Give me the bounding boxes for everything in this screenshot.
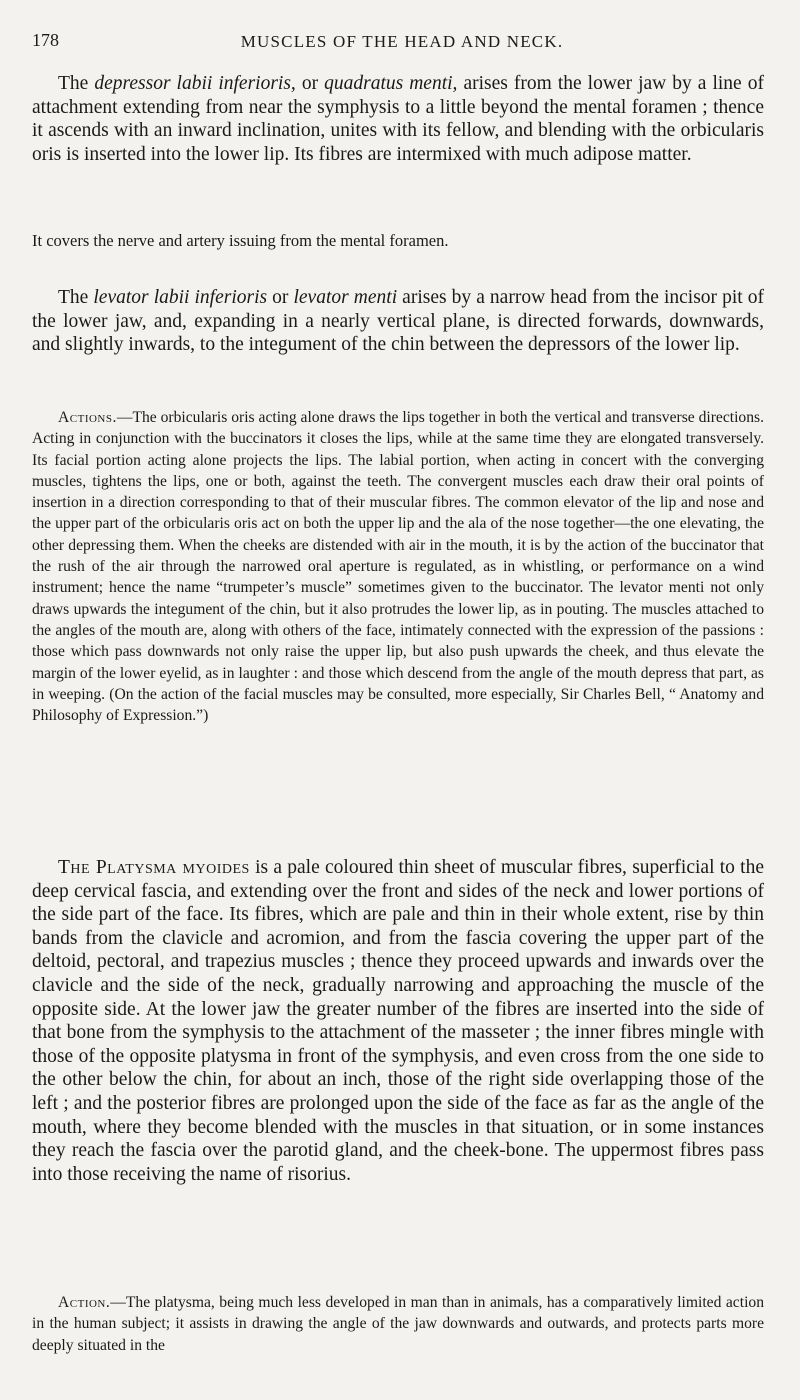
paragraph-platysma-action: [32, 1292, 764, 1356]
p3-text-1: The: [58, 287, 94, 308]
action-heading: Action.: [58, 1294, 111, 1311]
p1-italic-1: depressor labii inferioris,: [94, 73, 296, 94]
p3-text-2: or: [267, 287, 294, 308]
paragraph-depressor-labii: [32, 72, 764, 166]
p1-text-3: arises from the lower jaw by a line of attachment extending from near the symphysis to a little beyond the mental foramen ; thence it ascends with an inward inclination, unites with its fellow, and blending with the orbicularis oris is inserted into the lower lip. Its fibres are intermixed with much adipose matter.: [32, 73, 764, 165]
paragraph-platysma: [32, 856, 764, 1186]
p2-text: It covers the nerve and artery issuing from the mental foramen.: [32, 231, 449, 250]
p1-text-1: The: [58, 73, 95, 94]
platysma-heading: The Platysma myoides: [58, 857, 250, 878]
running-head: MUSCLES OF THE HEAD AND NECK.: [240, 32, 564, 51]
p3-text-3: arises by a narrow head from the incisor pit of the lower jaw, and, expanding in a nearly vertical plane, is directed forwards, downwards, and slightly inwards, to the integument of the chin between the depressors of the lower lip.: [32, 287, 764, 356]
actions-heading: Actions.: [58, 409, 117, 426]
paragraph-actions: [32, 407, 764, 726]
page-number: 178: [32, 30, 59, 50]
paragraph-nerve-artery: [32, 230, 764, 252]
page-header: [32, 30, 772, 60]
action-text: —The platysma, being much less developed in man than in animals, has a comparatively limited action in the human subject; it assists in drawing the angle of the jaw downwards and outwards, and protects parts more deeply situated in the: [32, 1294, 764, 1354]
p3-italic-2: levator menti: [293, 287, 398, 308]
paragraph-levator-labii: [32, 286, 764, 357]
p1-text-2: or: [295, 73, 325, 94]
p3-italic-1: levator labii inferioris: [93, 287, 268, 308]
platysma-text: is a pale coloured thin sheet of muscular fibres, superficial to the deep cervical fascia, and extending over the front and sides of the neck and lower portions of the side part of the face. Its fibres, which are pale and thin in their whole extent, rise by thin bands from the clavicle and acromion, and from the fascia covering the upper part of the deltoid, pectoral, and trapezius muscles ; thence they proceed upwards and inwards over the clavicle and the side of the neck, gradually narrowing and approaching the muscle of the opposite side. At the lower jaw the greater number of the fibres are inserted into the side of that bone from the symphysis to the attachment of the masseter ; the inner fibres mingle with those of the opposite platysma in front of the symphysis, and even cross from the one side to the other below the chin, for about an inch, those of the right side overlapping those of the left ; and the posterior fibres are prolonged upon the side of the face as far as the angle of the mouth, where they become blended with the muscles in that situation, or in some instances they reach the fascia over the parotid gland, and the cheek-bone. The uppermost fibres pass into those receiving the name of risorius.: [32, 857, 764, 1185]
p1-italic-2: quadratus menti,: [324, 73, 458, 94]
actions-text: —The orbicularis oris acting alone draws the lips together in both the vertical and transverse directions. Acting in conjunction with the buccinators it closes the lips, while at the same time they are elongated transversely. Its facial portion acting alone projects the lips. The labial portion, when acting in concert with the converging muscles, tightens the lips, one or both, against the teeth. The convergent muscles each draw their oral points of insertion in a direction corresponding to that of their muscular fibres. The common elevator of the lip and nose and the upper part of the orbicularis oris act on both the upper lip and the ala of the nose together—the one elevating, the other depressing them. When the cheeks are distended with air in the mouth, it is by the action of the buccinator that the rush of the air through the narrowed oral aperture is regulated, as in whistling, or performance on a wind instrument; hence the name “trumpeter’s muscle” sometimes given to the buccinator. The levator menti not only draws upwards the integument of the chin, but it also protrudes the lower lip, as in pouting. The muscles attached to the angles of the mouth are, along with others of the face, intimately connected with the expression of the passions : those which pass downwards not only raise the upper lip, but also push upwards the cheek, and thus elevate the margin of the lower eyelid, as in laughter : and those which descend from the angle of the mouth depress that part, as in weeping. (On the action of the facial muscles may be consulted, more especially, Sir Charles Bell, “ Anatomy and Philosophy of Expression.”): [32, 409, 764, 725]
